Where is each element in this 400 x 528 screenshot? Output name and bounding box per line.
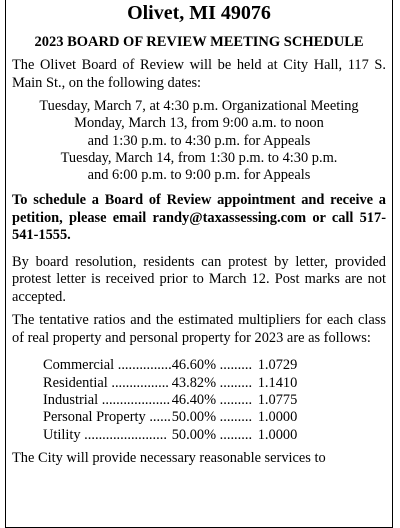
tentative-ratio: 43.82% ......... xyxy=(171,374,253,391)
property-class: Utility ....................... xyxy=(43,426,167,443)
estimated-multiplier: 1.0729 xyxy=(257,357,298,374)
estimated-multiplier: 1.0000 xyxy=(257,409,298,426)
table-row xyxy=(43,392,318,409)
table-row xyxy=(43,409,318,426)
meeting-dates xyxy=(12,98,386,184)
tentative-ratio: 50.00% ......... xyxy=(171,426,253,443)
property-class: Industrial ................... xyxy=(43,392,171,409)
table-row xyxy=(43,357,318,374)
board-of-review-notice xyxy=(5,0,393,528)
tentative-ratio: 50.00% ......... xyxy=(171,409,253,426)
property-class: Commercial ............... xyxy=(43,357,172,374)
meeting-date-line: Tuesday, March 7, at 4:30 p.m. Organizational Meeting xyxy=(39,98,359,114)
notice-title: Olivet, MI 49076 xyxy=(127,2,271,24)
ratios-multipliers-table xyxy=(43,357,318,443)
property-class: Residential ................ xyxy=(43,374,169,391)
tentative-ratio: 46.60% ......... xyxy=(171,357,253,374)
services-paragraph: The City will provide necessary reasonable services to xyxy=(12,449,326,466)
meeting-date-line: and 1:30 p.m. to 4:30 p.m. for Appeals xyxy=(87,132,311,149)
schedule-appointment-note: To schedule a Board of Review appointment and receive a petition, please email randy@taxassessing.com or call 517-541-1555. xyxy=(12,192,386,244)
property-class: Personal Property ...... xyxy=(43,409,171,426)
estimated-multiplier: 1.0000 xyxy=(257,426,298,443)
intro-paragraph: The Olivet Board of Review will be held at City Hall, 117 S. Main St., on the following dates: xyxy=(12,57,386,91)
meeting-date-line: Monday, March 13, from 9:00 a.m. to noon xyxy=(74,115,324,132)
estimated-multiplier: 1.0775 xyxy=(257,392,298,409)
notice-subtitle: 2023 BOARD OF REVIEW MEETING SCHEDULE xyxy=(34,34,364,50)
tentative-ratio: 46.40% ......... xyxy=(171,392,253,409)
table-row xyxy=(43,375,318,392)
meeting-date-line: and 6:00 p.m. to 9:00 p.m. for Appeals xyxy=(87,167,311,184)
estimated-multiplier: 1.1410 xyxy=(257,374,298,391)
ratios-intro-paragraph: The tentative ratios and the estimated multipliers for each class of real property and personal property for 2023 are as follows: xyxy=(12,312,386,346)
table-row xyxy=(43,427,318,444)
meeting-date-line: Tuesday, March 14, from 1:30 p.m. to 4:30 p.m. xyxy=(60,149,338,166)
protest-letter-paragraph: By board resolution, residents can protest by letter, provided protest letter is received prior to March 12. Post marks are not accepted. xyxy=(12,253,386,305)
